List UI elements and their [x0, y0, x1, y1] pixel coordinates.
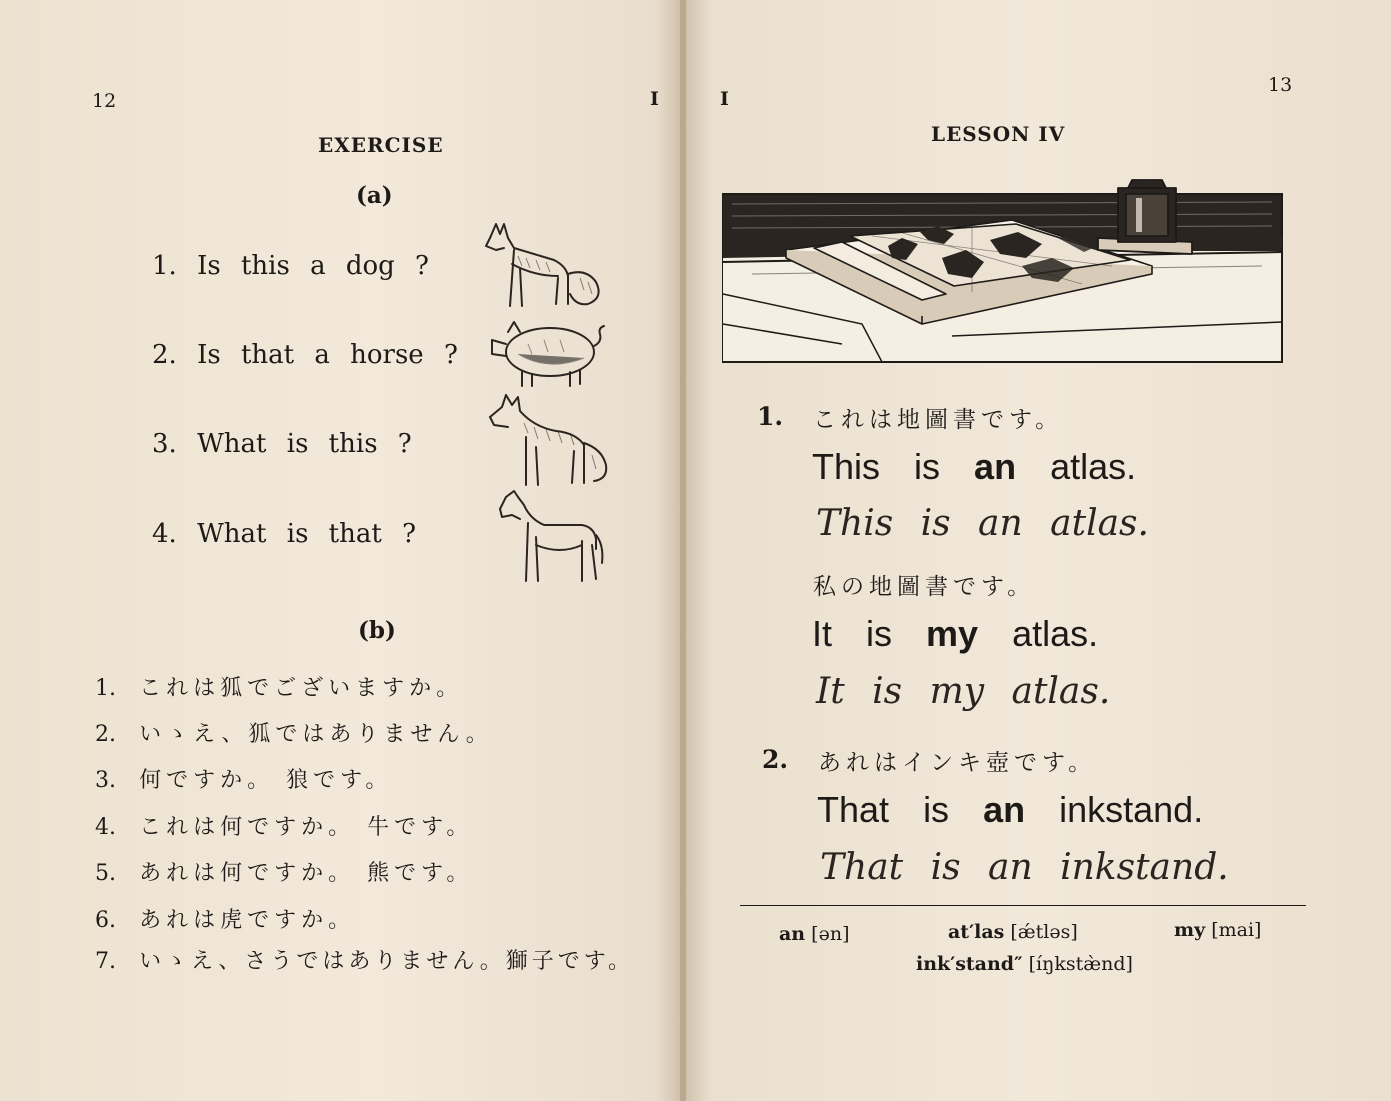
lesson-item-1-english-2	[812, 613, 1098, 655]
item-number: 2.	[152, 340, 177, 370]
word: inkstand.	[1059, 789, 1204, 830]
item-number: 3.	[95, 768, 116, 793]
item-number: 7.	[95, 949, 116, 974]
exercise-b-item-5	[95, 856, 473, 887]
atlas-and-inkstand-illustration	[722, 174, 1284, 364]
item-number: 1.	[152, 251, 177, 281]
page-number-left: 12	[92, 90, 117, 112]
item-text: これは狐でございますか。	[139, 676, 464, 701]
exercise-b-item-4	[95, 810, 473, 841]
word: is	[914, 446, 941, 487]
word: That	[817, 789, 890, 830]
item-text: いゝえ、さうではありません。獅子です。	[139, 949, 634, 974]
lesson-item-2-english	[817, 789, 1203, 831]
lesson-item-2-script: That is an inkstand.	[820, 847, 1229, 888]
exercise-b-item-3	[95, 763, 392, 794]
vocab-pronunciation: [ǽtləs]	[1010, 921, 1078, 943]
lesson-item-1-number: 1.	[757, 402, 784, 431]
vocab-word: my	[1174, 919, 1206, 941]
lesson-item-1-japanese-2: 私の地圖書です。	[813, 574, 1036, 600]
pig-icon	[488, 314, 608, 392]
exercise-b-item-1	[95, 671, 463, 702]
vocabulary-divider	[740, 905, 1306, 906]
exercise-b-item-6	[95, 903, 355, 934]
item-number: 2.	[95, 722, 116, 747]
section-b-label: (b)	[358, 617, 396, 644]
fox-icon	[484, 220, 609, 312]
lesson-item-2-number: 2.	[762, 745, 789, 774]
item-text: これは何ですか。 牛です。	[139, 815, 474, 840]
page-number-right: 13	[1268, 74, 1293, 96]
word-emphasis: an	[974, 446, 1017, 487]
exercise-a-item-3	[152, 429, 412, 459]
lesson-item-1-script-2: It is my atlas.	[816, 671, 1111, 712]
lesson-item-1-script: This is an atlas.	[816, 503, 1149, 544]
vocab-pronunciation: [ən]	[811, 923, 850, 945]
lesson-item-2-japanese: あれはインキ壺です。	[818, 750, 1097, 776]
vocab-pronunciation: [mai]	[1211, 919, 1262, 941]
word: atlas.	[1050, 446, 1137, 487]
item-text: What is this ?	[197, 429, 412, 459]
word-emphasis: my	[926, 613, 979, 654]
lesson-item-1-english	[812, 446, 1136, 488]
item-number: 3.	[152, 429, 177, 459]
word: is	[923, 789, 950, 830]
item-text: Is this a dog ?	[197, 251, 429, 281]
vocab-entry-inkstand	[916, 953, 1133, 975]
exercise-a-item-2	[152, 340, 458, 370]
exercise-heading: EXERCISE	[318, 133, 444, 157]
lesson-heading: LESSON IV	[931, 122, 1066, 146]
vocab-pronunciation: [íŋkstæ̀nd]	[1028, 953, 1133, 975]
word: atlas.	[1012, 613, 1099, 654]
exercise-b-item-7	[95, 944, 634, 975]
vocab-entry-an	[779, 923, 849, 945]
vocab-word: an	[779, 923, 806, 945]
item-text: いゝえ、狐ではありません。	[139, 722, 493, 747]
horse-icon	[496, 489, 606, 585]
book-gutter	[680, 0, 686, 1101]
item-number: 4.	[152, 519, 177, 549]
wolf-icon	[486, 393, 612, 489]
exercise-a-item-1	[152, 251, 429, 281]
item-number: 6.	[95, 908, 116, 933]
vocab-entry-atlas	[948, 921, 1078, 943]
item-number: 1.	[95, 676, 116, 701]
item-number: 5.	[95, 861, 116, 886]
vocab-word: at′las	[948, 921, 1005, 943]
lesson-marker-left: I	[650, 88, 659, 110]
lesson-item-1-japanese: これは地圖書です。	[813, 407, 1064, 433]
vocab-entry-my	[1174, 919, 1261, 941]
item-text: Is that a horse ?	[197, 340, 458, 370]
item-text: 何ですか。 狼です。	[139, 768, 393, 793]
item-text: What is that ?	[197, 519, 417, 549]
exercise-a-item-4	[152, 519, 416, 549]
word-emphasis: an	[983, 789, 1026, 830]
word: is	[866, 613, 893, 654]
vocab-word: ink′stand″	[916, 953, 1023, 975]
word: It	[812, 613, 833, 654]
word: This	[812, 446, 881, 487]
lesson-marker-right: I	[720, 88, 729, 110]
item-text: あれは虎ですか。	[139, 908, 356, 933]
item-text: あれは何ですか。 熊です。	[139, 861, 474, 886]
section-a-label: (a)	[356, 182, 393, 209]
item-number: 4.	[95, 815, 116, 840]
exercise-b-item-2	[95, 717, 493, 748]
